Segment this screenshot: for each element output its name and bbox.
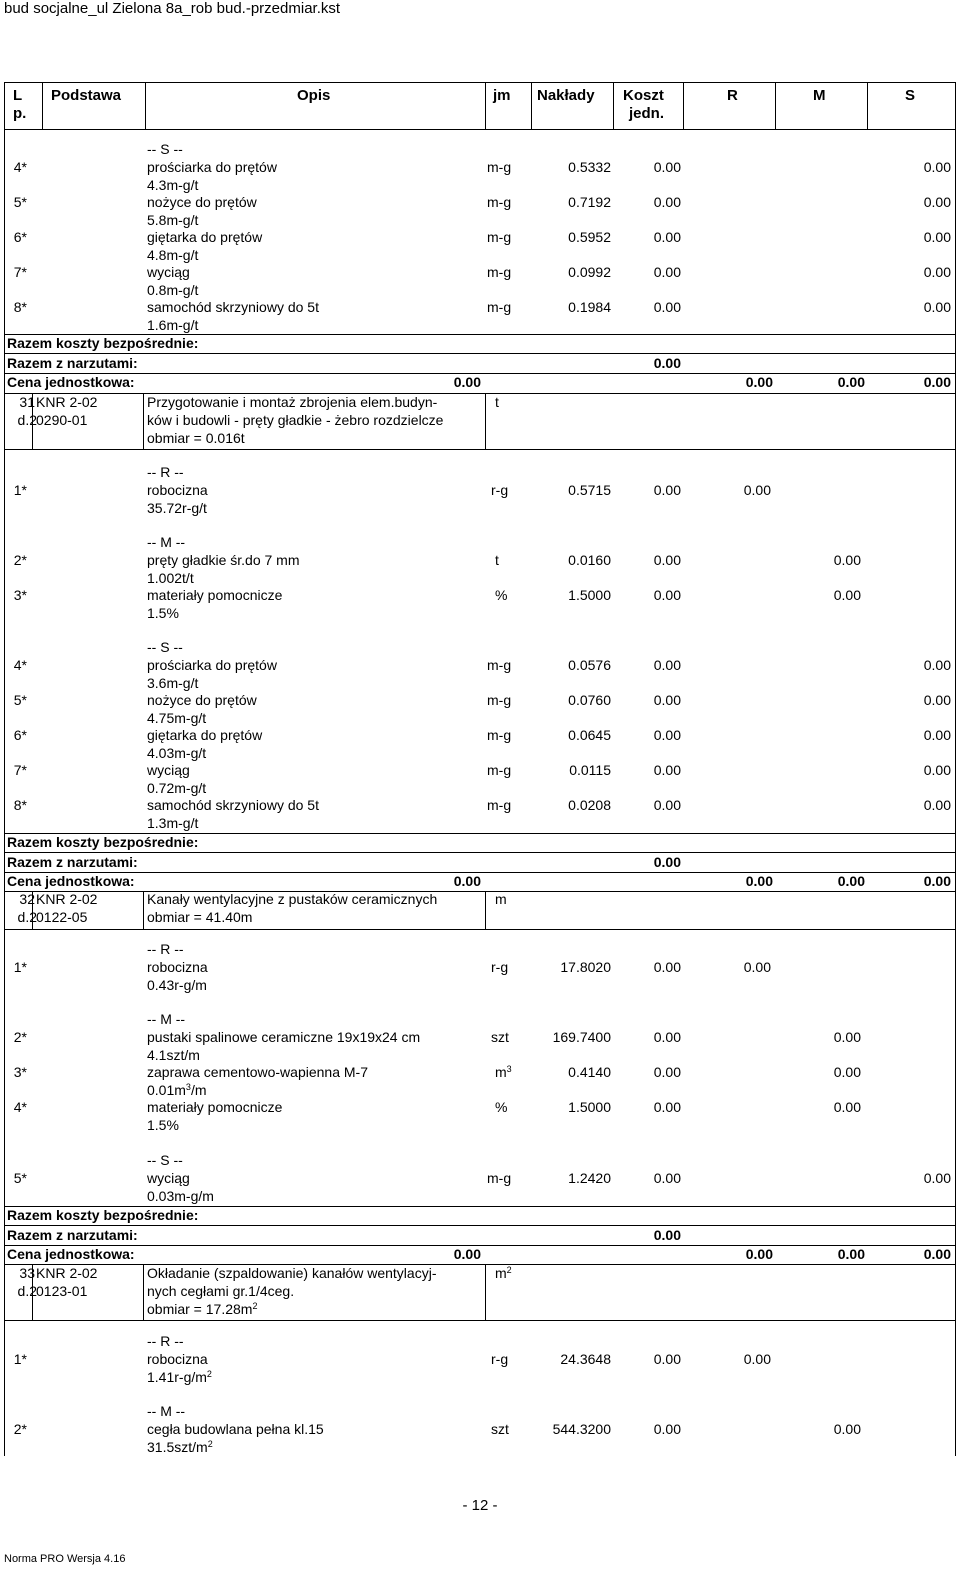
col-header-s: S bbox=[905, 87, 916, 104]
group-label-m: -- M -- bbox=[147, 1403, 186, 1419]
group-label-r: -- R -- bbox=[147, 464, 184, 480]
summary-razem-koszty: Razem koszty bezpośrednie: bbox=[7, 834, 199, 850]
col-header-naklady: Nakłady bbox=[537, 87, 595, 104]
col-header-koszt: Koszt bbox=[623, 87, 664, 104]
col-header-r: R bbox=[727, 87, 738, 104]
group-label-r: -- R -- bbox=[147, 941, 184, 957]
col-header-koszt: jedn. bbox=[629, 105, 665, 122]
summary-cena: Cena jednostkowa: bbox=[7, 1246, 135, 1262]
summary-cena: Cena jednostkowa: bbox=[7, 374, 135, 390]
footer-software: Norma PRO Wersja 4.16 bbox=[4, 1553, 126, 1565]
group-label-r: -- R -- bbox=[147, 1333, 184, 1349]
group-label-m: -- M -- bbox=[147, 1011, 186, 1027]
col-header-podstawa: Podstawa bbox=[51, 87, 122, 104]
col-header-jm: jm bbox=[493, 87, 511, 104]
summary-cena: Cena jednostkowa: bbox=[7, 873, 135, 889]
group-label-s: -- S -- bbox=[147, 639, 183, 655]
cost-table: L p. Podstawa Opis jm Nakłady Koszt jedn. R M S -- S -- 4* prościarka do prętów 4.3m-g/t m-g 0.5332 0.00 0.00 5* nożyce do prętów 5.8m-g/t m-g 0.7192 0.00 0.00 6* giętarka do prętów 4.8m-g/t m-g 0.5952 0.00 0.00 7* wyciąg 0.8m-g/t m-g 0.0992 0.00 0.00 8* samochód skrzyniowy do 5t 1.6m-g/t m-g 0.1984 0.00 0.00 Razem koszty bezpośrednie: Razem z narzutami: 0.00 Cena jednostkowa: 0.00 0.00 0.00 0.00 31 d.2 KNR 2-02 0290-01 Przygotowanie i montaż zbrojenia elem.budyn- ków i budowli - pręty gładkie - żebro rozdzielcze obmiar = 0.016t t -- R -- 1* robocizna 35.72r-g/t r-g 0.5715 0.00 0.00 -- M -- 2* pręty gładkie śr.do 7 mm 1.002t/t t 0.0160 0.00 0.00 3* materiały pomocnicze 1.5% % 1.5000 0.00 0.00 -- S -- 4* prościarka do prętów 3.6m-g/t m-g 0.0576 0.00 0.00 5* nożyce do prętów 4.75m-g/t m-g 0.0760 0.00 0.00 6* giętarka do prętów 4.03m-g/t m-g 0.0645 0.00 0.00 7* wyciąg 0.72m-g/t m-g 0.0115 0.00 0.00 8* samochód skrzyniowy do 5t 1.3m-g/t m-g 0.0208 0.00 0.00 Razem koszty bezpośrednie: Razem z narzutami: 0.00 Cena jednostkowa: 0.00 0.00 0.00 0.00 32 d.2 KNR 2-02 0122-05 Kanały wentylacyjne z pustaków ceramicznych obmiar = 41.40m m -- R -- 1* robocizna 0.43r-g/m r-g 17.8020 0.00 0.00 -- M -- 2* pustaki spalinowe ceramiczne 19x19x24 cm 4.1szt/m szt 169.7400 0.00 0.00 3* zaprawa cementowo-wapienna M-7 $0.01m^3/m$ $m^3$ 0.4140 0.00 0.00 4* materiały pomocnicze 1.5% % 1.5000 0.00 0.00 -- S -- 5* wyciąg 0.03m-g/m m-g 1.2420 0.00 0.00 Razem koszty bezpośrednie: Razem z narzutami: 0.00 Cena jednostkowa: 0.00 0.00 0.00 0.00 33 d.2 KNR 2-02 0123-01 Okładanie (szpaldowanie) kanałów wentylacyj- nych cegłami gr.1/4ceg. obmiar = $17.28m^2$ $m^2$ -- R -- 1* robocizna $1.41r-g/m^2$ r-g 24.3648 0.00 0.00 -- M -- 2* cegła budowlana pełna kl.15 $31.5szt/m^2$ szt 544.3200 0.00 0.00 bbox=[4, 82, 956, 1456]
summary-razem-koszty: Razem koszty bezpośrednie: bbox=[7, 1207, 199, 1223]
col-header-lp: p. bbox=[13, 105, 27, 122]
summary-razem-koszty: Razem koszty bezpośrednie: bbox=[7, 335, 199, 351]
group-label-s: -- S -- bbox=[147, 1152, 183, 1168]
group-label-m: -- M -- bbox=[147, 534, 186, 550]
page-number: - 12 - bbox=[462, 1497, 498, 1514]
summary-razem-narzut: Razem z narzutami: bbox=[7, 355, 138, 371]
summary-razem-narzut: Razem z narzutami: bbox=[7, 854, 138, 870]
summary-razem-narzut: Razem z narzutami: bbox=[7, 1227, 138, 1243]
col-header-m: M bbox=[813, 87, 826, 104]
group-label-s: -- S -- bbox=[147, 141, 183, 157]
header-divider bbox=[5, 129, 955, 130]
col-header-opis: Opis bbox=[297, 87, 331, 104]
col-header-lp: L bbox=[13, 87, 23, 104]
file-title: bud socjalne_ul Zielona 8a_rob bud.-przedmiar.kst bbox=[4, 0, 341, 17]
